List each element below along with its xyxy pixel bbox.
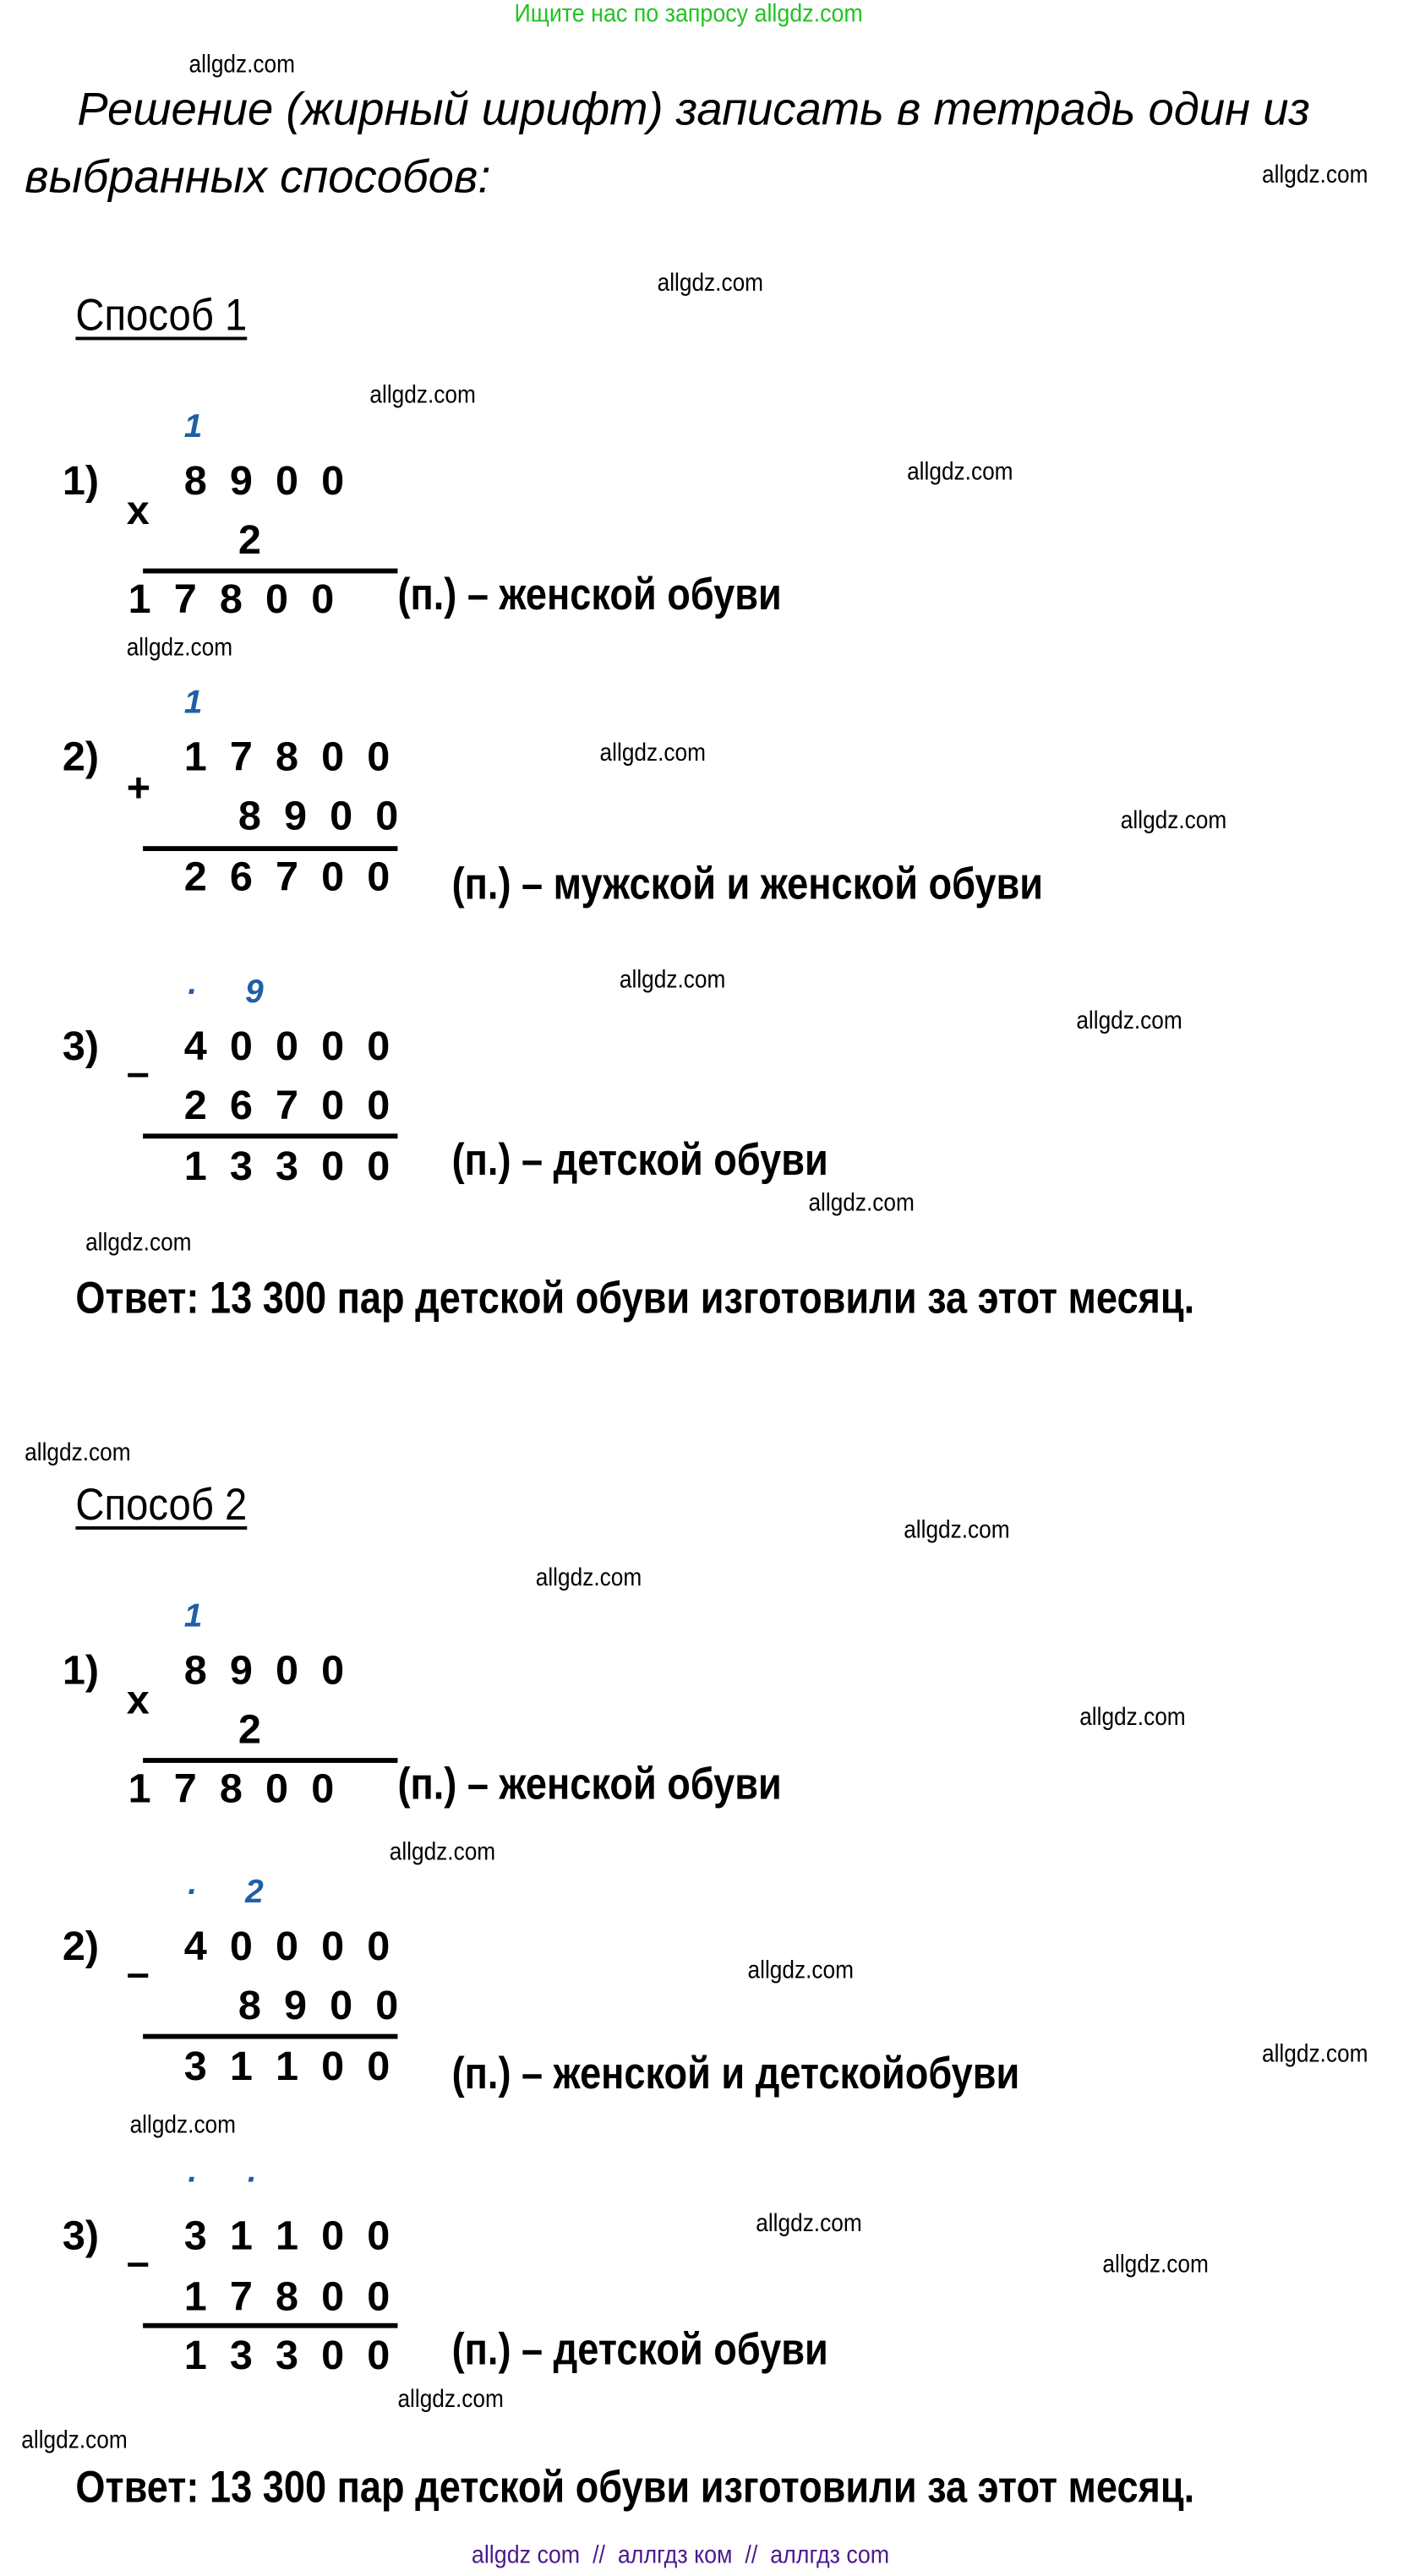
step-number: 2)	[62, 734, 100, 781]
result-line	[143, 569, 397, 574]
operand-b: 2 6 7 0 0	[183, 1083, 396, 1129]
operator-plus: +	[126, 765, 151, 812]
result: 1 3 3 0 0	[183, 1143, 396, 1190]
result-description: (п.) – женской и детскойобуви	[451, 2049, 1020, 2098]
operator-multiply: x	[126, 1677, 150, 1724]
watermark: allgdz.com	[619, 966, 726, 995]
watermark: allgdz.com	[188, 51, 296, 79]
step-number: 3)	[62, 1023, 100, 1070]
watermark: allgdz.com	[397, 2385, 504, 2414]
carry-digits: 1	[183, 1598, 222, 1635]
borrow-marks: · ·	[185, 2162, 276, 2199]
carry-digits: 1	[183, 685, 222, 722]
watermark: allgdz.com	[25, 1438, 131, 1467]
operand-b: 1 7 8 0 0	[183, 2273, 396, 2320]
step-number: 2)	[62, 1924, 100, 1970]
step-number: 1)	[62, 458, 100, 505]
operand-a: 4 0 0 0 0	[183, 1023, 396, 1070]
watermark: allgdz.com	[126, 634, 233, 663]
instruction-line-1: Решение (жирный шрифт) записать в тетрадь один из	[77, 84, 1310, 135]
operand-a: 8 9 0 0	[183, 1647, 350, 1695]
answer: Ответ: 13 300 пар детской обуви изготовили за этот месяц.	[75, 2463, 1195, 2513]
watermark: allgdz.com	[85, 1229, 192, 1258]
operator-minus: –	[126, 1050, 150, 1096]
step-number: 1)	[62, 1647, 100, 1695]
operand-b: 2	[238, 1706, 267, 1754]
result: 1 7 8 0 0	[128, 576, 341, 623]
operator-multiply: x	[126, 488, 150, 534]
borrow-marks: · 2	[185, 1875, 284, 1911]
carry-digits: 1	[183, 409, 222, 445]
operand-a: 1 7 8 0 0	[183, 734, 396, 781]
result-line	[143, 1133, 397, 1138]
top-banner-link[interactable]: Ищите нас по запросу allgdz.com	[514, 0, 863, 29]
watermark: allgdz.com	[1120, 806, 1227, 835]
result-description: (п.) – женской обуви	[397, 570, 782, 619]
watermark: allgdz.com	[129, 2111, 237, 2140]
watermark: allgdz.com	[1261, 161, 1368, 189]
step-number: 3)	[62, 2213, 100, 2259]
watermark: allgdz.com	[756, 2209, 862, 2238]
watermark: allgdz.com	[808, 1189, 915, 1218]
operand-b: 2	[238, 517, 267, 564]
watermark: allgdz.com	[599, 739, 707, 767]
answer: Ответ: 13 300 пар детской обуви изготовили за этот месяц.	[75, 1273, 1195, 1323]
method-2-title: Способ 2	[75, 1480, 248, 1530]
watermark: allgdz.com	[21, 2426, 128, 2455]
watermark: allgdz.com	[389, 1838, 496, 1867]
operand-b: 8 9 0 0	[238, 1983, 405, 2029]
watermark: allgdz.com	[535, 1564, 642, 1592]
result-description: (п.) – детской обуви	[451, 2324, 828, 2375]
watermark: allgdz.com	[747, 1957, 854, 1985]
operand-b: 8 9 0 0	[238, 793, 405, 840]
instruction-line-2: выбранных способов:	[25, 150, 491, 203]
result-line	[143, 2323, 397, 2328]
result: 2 6 7 0 0	[183, 854, 396, 901]
operator-minus: –	[126, 2239, 150, 2286]
result-line	[143, 846, 397, 851]
method-1-title: Способ 1	[75, 291, 248, 341]
watermark: allgdz.com	[904, 1516, 1010, 1545]
result-description: (п.) – детской обуви	[451, 1135, 828, 1185]
result: 3 1 1 0 0	[183, 2044, 396, 2090]
footer-links[interactable]: allgdz com // аллгдз ком // аллгдз com	[471, 2541, 890, 2570]
operator-minus: –	[126, 1950, 150, 1996]
watermark: allgdz.com	[1102, 2251, 1209, 2279]
watermark: allgdz.com	[1261, 2040, 1368, 2069]
operand-a: 8 9 0 0	[183, 458, 350, 505]
watermark: allgdz.com	[907, 458, 1013, 487]
result: 1 3 3 0 0	[183, 2333, 396, 2379]
watermark: allgdz.com	[369, 381, 476, 410]
result-line	[143, 1758, 397, 1763]
watermark: allgdz.com	[1079, 1703, 1186, 1732]
operand-a: 3 1 1 0 0	[183, 2213, 396, 2259]
operand-a: 4 0 0 0 0	[183, 1924, 396, 1970]
result: 1 7 8 0 0	[128, 1766, 341, 1813]
result-description: (п.) – мужской и женской обуви	[451, 859, 1044, 909]
result-description: (п.) – женской обуви	[397, 1760, 782, 1809]
borrow-marks: · 9	[185, 974, 284, 1011]
result-line	[143, 2034, 397, 2039]
watermark: allgdz.com	[1076, 1007, 1182, 1035]
watermark: allgdz.com	[657, 269, 764, 297]
